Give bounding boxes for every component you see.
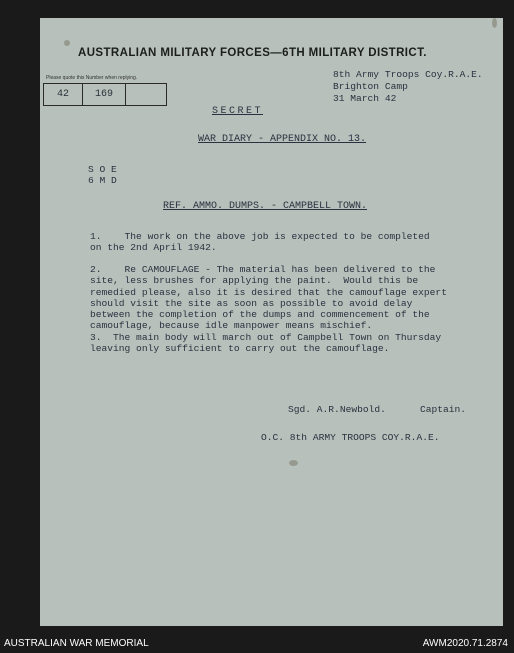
- stain-mark: [289, 460, 298, 466]
- reference-number-box: [43, 83, 167, 106]
- stain-mark: [64, 40, 70, 46]
- document-page: [40, 18, 503, 626]
- signatory-office: O.C. 8th ARMY TROOPS COY.R.A.E.: [261, 432, 440, 443]
- reference-number-cell: 42: [44, 84, 83, 105]
- letterhead: AUSTRALIAN MILITARY FORCES—6TH MILITARY DISTRICT.: [78, 47, 427, 59]
- reference-number-cell: 169: [83, 84, 126, 105]
- reference-number-cell: [126, 84, 166, 105]
- recipient-line: 6 M D: [88, 175, 117, 186]
- recipient-line: S O E: [88, 164, 117, 175]
- signatory-rank: Captain.: [420, 404, 467, 415]
- body-paragraph: 2. Re CAMOUFLAGE - The material has been delivered to the site, less brushes for applying the paint. Would this be remedied please, also it is desired that the camouflage expert should visit the site as soon as possible to avoid delay between the completion of the dumps and commencement of the camouflage, because idle manpower means mischief.: [90, 264, 447, 332]
- address-line: 31 March 42: [333, 93, 397, 104]
- subject-line: REF. AMMO. DUMPS. - CAMPBELL TOWN.: [163, 201, 368, 212]
- body-paragraph: 3. The main body will march out of Campbell Town on Thursday leaving only sufficient to carry out the camouflage.: [90, 332, 442, 355]
- stain-mark: [492, 18, 497, 28]
- archive-credit: AUSTRALIAN WAR MEMORIAL: [4, 638, 149, 649]
- classification-stamp: SECRET: [212, 106, 264, 117]
- recipient-block: [88, 164, 117, 186]
- signature: Sgd. A.R.Newbold.: [288, 404, 386, 415]
- body-paragraph: 1. The work on the above job is expected to be completed on the 2nd April 1942.: [90, 231, 430, 254]
- archive-accession-number: AWM2020.71.2874: [422, 638, 508, 649]
- quote-number-label: Please quote this Number when replying.: [46, 75, 138, 81]
- sender-address: [333, 69, 483, 105]
- address-line: 8th Army Troops Coy.R.A.E.: [333, 69, 483, 80]
- address-line: Brighton Camp: [333, 81, 408, 92]
- document-heading: WAR DIARY - APPENDIX NO. 13.: [198, 134, 367, 145]
